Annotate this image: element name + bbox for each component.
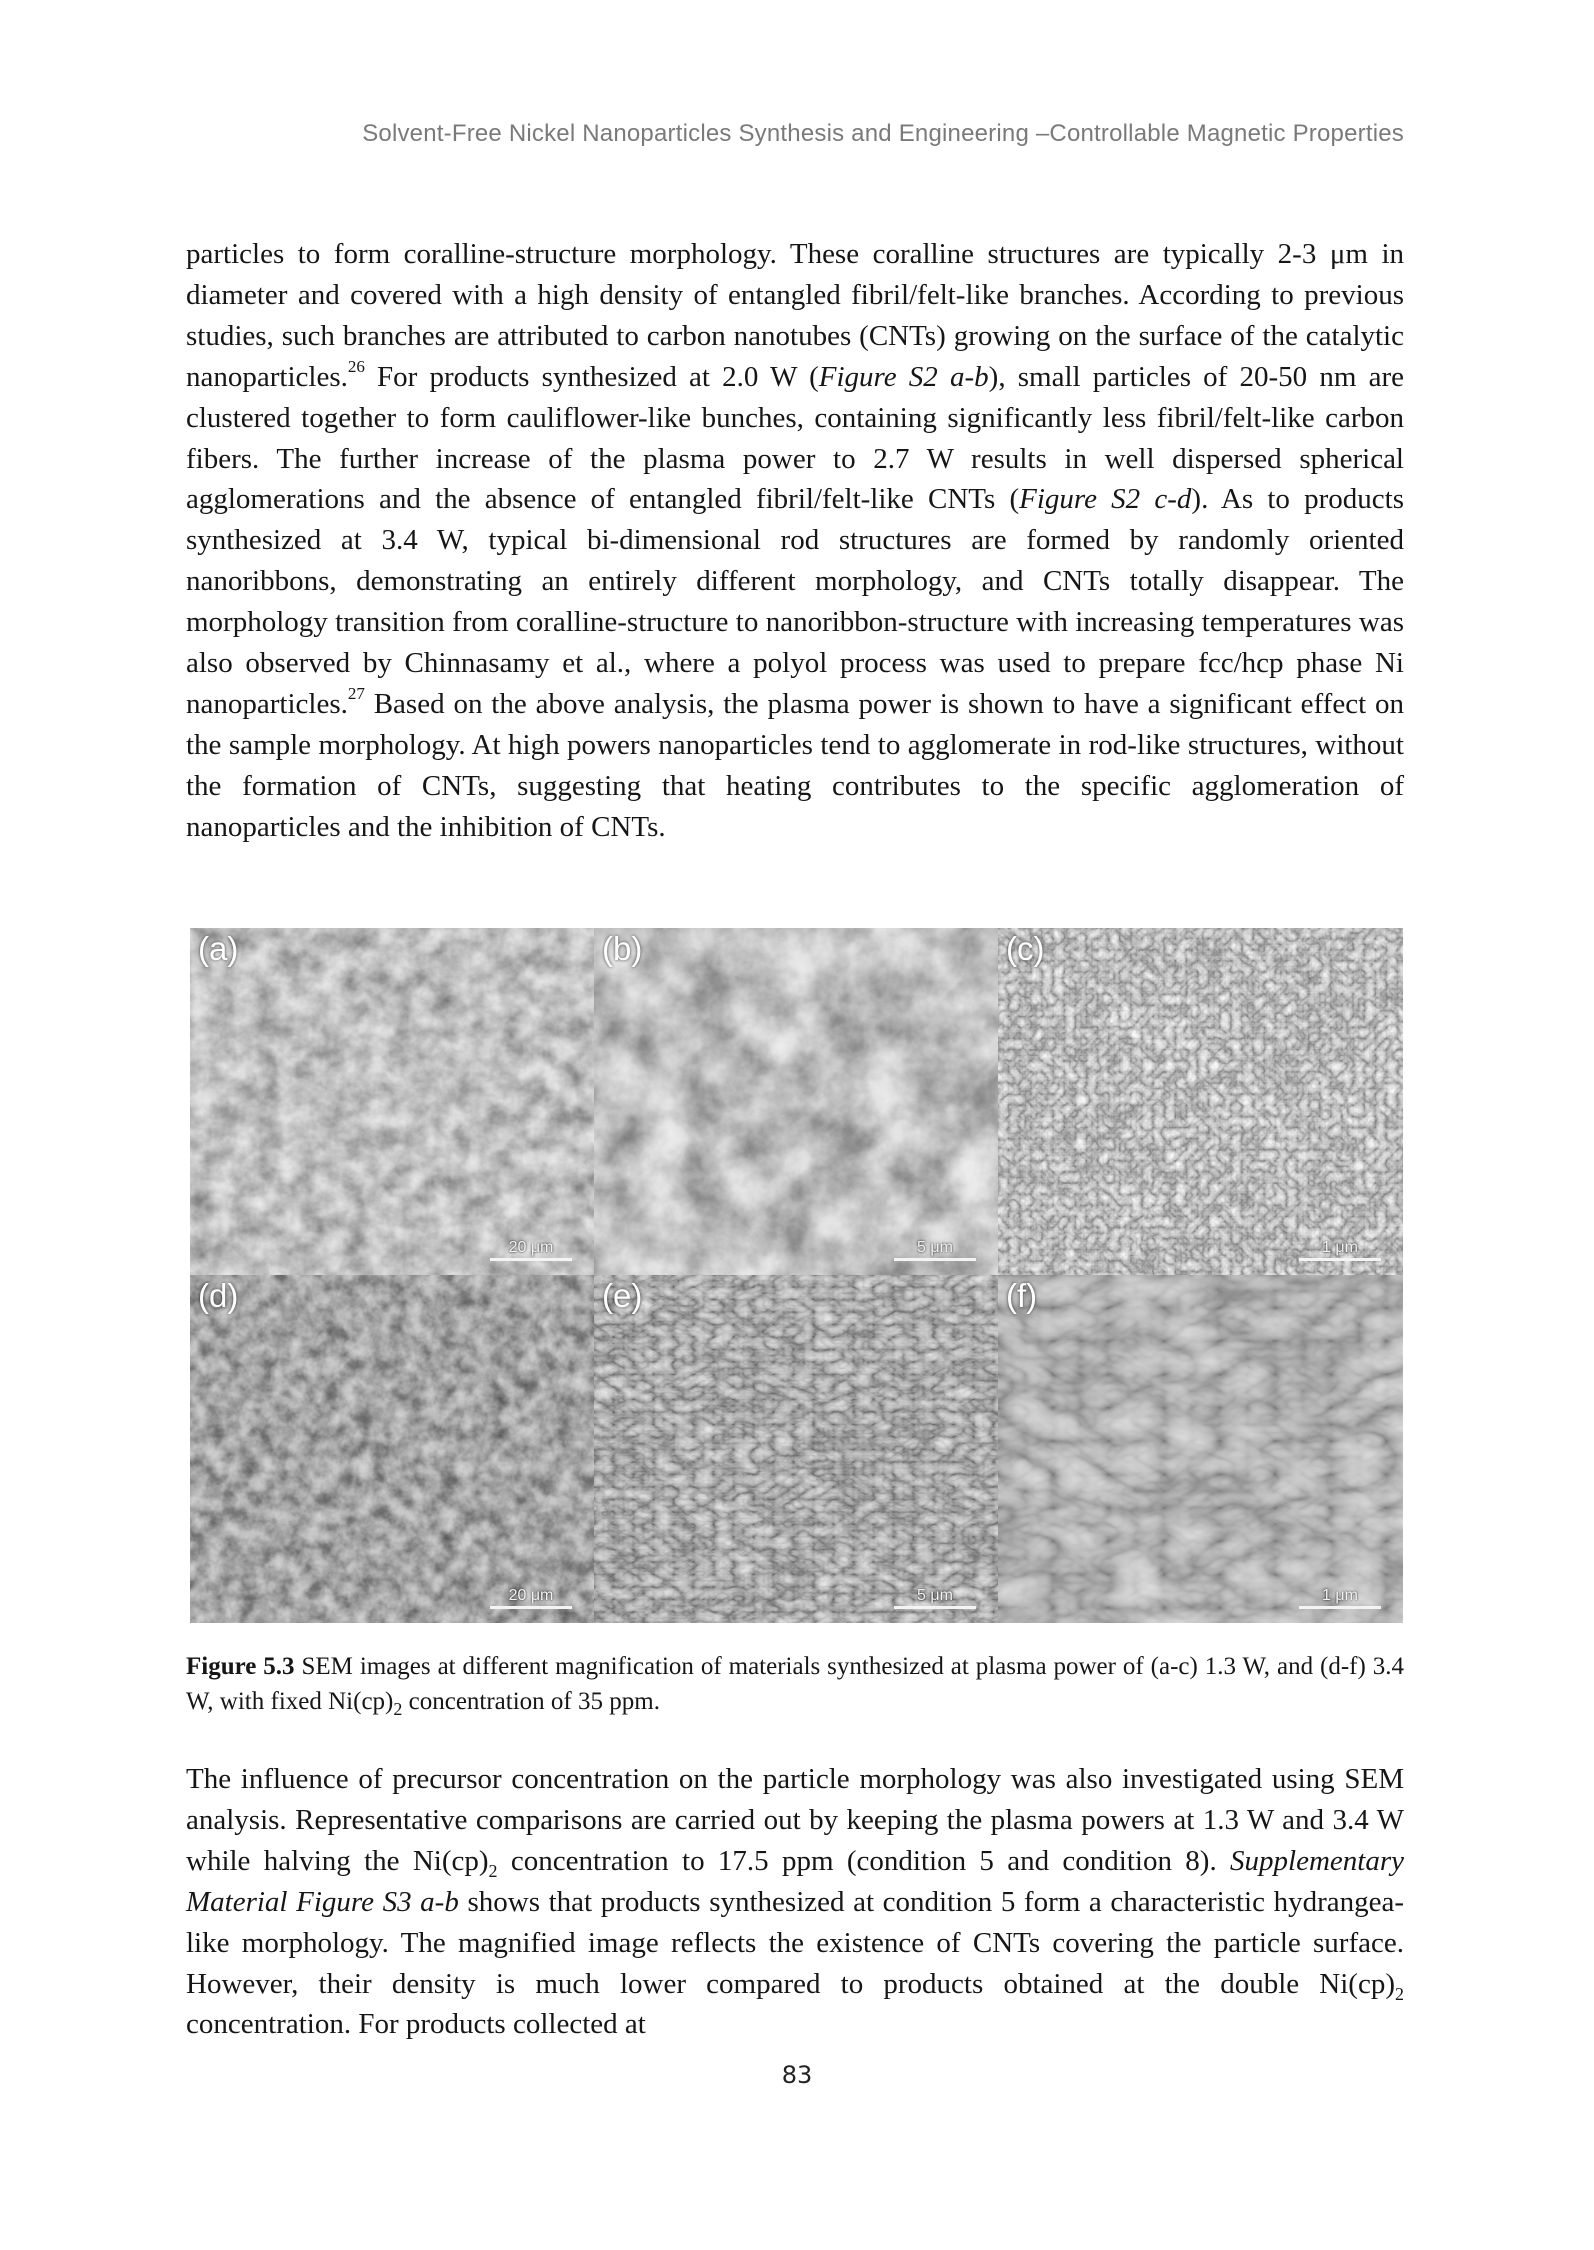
- panel-label-e: (e): [602, 1277, 643, 1314]
- figure-s3-reference[interactable]: Supplementary Material Figure S3 a-b: [186, 1844, 1405, 1918]
- body-paragraph-1: [186, 234, 1404, 848]
- running-header: Solvent-Free Nickel Nanoparticles Synthesis and Engineering –Controllable Magnetic Properties: [362, 120, 1404, 147]
- scale-bar-label-f: 1 μm: [1322, 1587, 1358, 1604]
- sem-image-f: [998, 1275, 1403, 1623]
- p1-text-2: For products synthesized at 2.0 W (: [364, 360, 819, 393]
- panel-label-b: (b): [602, 930, 643, 967]
- caption-subscript: 2: [393, 1699, 403, 1719]
- scale-bar-label-c: 1 μm: [1322, 1239, 1358, 1256]
- panel-label-c: (c): [1006, 930, 1045, 967]
- sem-figure-5-3: [190, 928, 1403, 1623]
- sem-image-b: [594, 928, 998, 1275]
- scale-bar-b: [894, 1239, 976, 1261]
- sem-panel-d: [190, 1275, 594, 1623]
- p2-text-3: shows that products synthesized at condition 5 form a characteristic hydrangea-like morphology. The magnified image reflects the existence of CNTs covering the particle surface. However, their density is much lower compared to products obtained at the double Ni(cp): [186, 1885, 1405, 2000]
- p1-text-1: particles to form coralline-structure morphology. These coralline structures are typically 2-3 μm in diameter and covered with a high density of entangled fibril/felt-like branches. According to previous studies, such branches are attributed to carbon nanotubes (CNTs) growing on the surface of the catalytic nanoparticles.: [186, 238, 1404, 393]
- caption-text-2: concentration of 35 ppm.: [402, 1688, 660, 1715]
- scale-bar-e: [894, 1587, 976, 1609]
- p2-text-2: concentration to 17.5 ppm (condition 5 and condition 8).: [497, 1844, 1231, 1877]
- sem-image-a: [190, 928, 594, 1275]
- scale-bar-label-d: 20 μm: [508, 1587, 554, 1604]
- figure-s2-cd-reference[interactable]: Figure S2 c-d: [1019, 483, 1192, 516]
- p2-text-1: The influence of precursor concentration on the particle morphology was also investigated using SEM analysis. Representative comparisons are carried out by keeping the plasma powers at 1.3 W and 3.4 W while halving the Ni(cp): [186, 1763, 1404, 1877]
- sem-image-c: [998, 928, 1403, 1275]
- p2-text-4: concentration. For products collected at: [186, 2008, 646, 2041]
- scale-bar-d: [490, 1587, 572, 1609]
- sem-image-d: [190, 1275, 594, 1623]
- sem-panel-a: [190, 928, 594, 1275]
- body-paragraph-2: [186, 1759, 1404, 2045]
- sem-image-e: [594, 1275, 998, 1623]
- sem-panel-c: [998, 928, 1403, 1275]
- panel-label-a: (a): [198, 930, 239, 967]
- sem-panel-e: [594, 1275, 998, 1623]
- caption-label: Figure 5.3: [186, 1653, 295, 1680]
- p1-text-4: ). As to products synthesized at 3.4 W, typical bi-dimensional rod structures are formed by randomly oriented nanoribbons, demonstrating an entirely different morphology, and CNTs totally disappear. The morphology transition from coralline-structure to nanoribbon-structure with increasing temperatures was also observed by Chinnasamy et al., where a polyol process was used to prepare fcc/hcp phase Ni nanoparticles.: [186, 483, 1404, 720]
- p1-text-5: Based on the above analysis, the plasma power is shown to have a significant effect on the sample morphology. At high powers nanoparticles tend to agglomerate in rod-like structures, without the formation of CNTs, suggesting that heating contributes to the specific agglomeration of nanoparticles and the inhibition of CNTs.: [186, 687, 1404, 843]
- reference-27[interactable]: 27: [347, 684, 365, 704]
- scale-bar-label-a: 20 μm: [508, 1239, 554, 1256]
- sem-panel-b: [594, 928, 998, 1275]
- caption-text-1: SEM images at different magnification of materials synthesized at plasma power of (a-c) 1.3 W, and (d-f) 3.4 W, with fixed Ni(cp): [186, 1653, 1404, 1715]
- p2-subscript-2: 2: [1395, 1983, 1404, 2004]
- panel-label-f: (f): [1006, 1277, 1038, 1314]
- sem-panel-f: [998, 1275, 1403, 1623]
- scale-bar-f: [1299, 1587, 1381, 1609]
- scale-bar-a: [490, 1239, 572, 1261]
- figure-caption: [186, 1649, 1404, 1719]
- reference-26[interactable]: 26: [347, 357, 365, 377]
- page-number: 83: [781, 2061, 813, 2089]
- scale-bar-c: [1299, 1239, 1381, 1261]
- p2-subscript-1: 2: [488, 1860, 498, 1881]
- figure-s2-ab-reference[interactable]: Figure S2 a-b: [818, 360, 989, 393]
- scale-bar-label-b: 5 μm: [917, 1239, 953, 1256]
- scale-bar-label-e: 5 μm: [917, 1587, 953, 1604]
- panel-label-d: (d): [198, 1277, 239, 1314]
- p1-text-3: ), small particles of 20-50 nm are clustered together to form cauliflower-like bunches, containing significantly less fibril/felt-like carbon fibers. The further increase of the plasma power to 2.7 W results in well dispersed spherical agglomerations and the absence of entangled fibril/felt-like CNTs (: [186, 360, 1404, 516]
